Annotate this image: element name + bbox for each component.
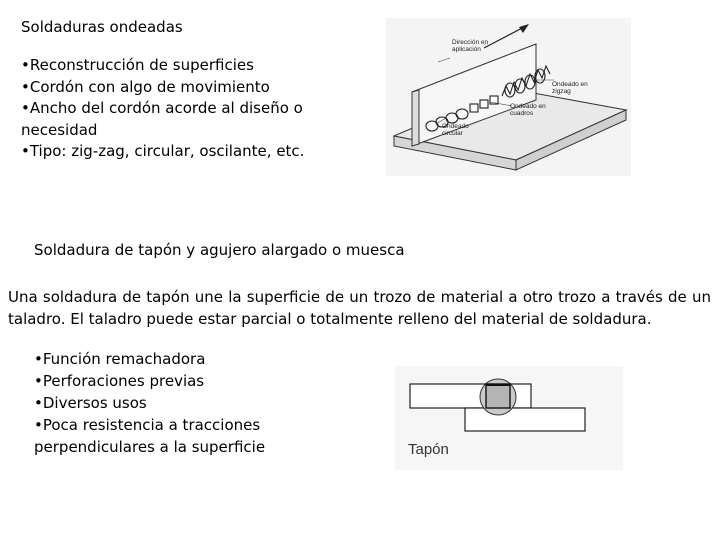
section2-title: Soldadura de tapón y agujero alargado o muesca — [34, 241, 405, 259]
section2-paragraph: Una soldadura de tapón une la superficie de un trozo de material a otro trozo a través de un taladro. El taladro puede estar parcial o totalmente relleno del material de soldadura. — [8, 288, 711, 328]
section1-bullet-list — [21, 55, 321, 163]
label-zigzag-1: Ondeado en — [552, 81, 588, 88]
label-circular-1: Ondeado — [442, 123, 469, 130]
weave-weld-illustration — [386, 18, 631, 176]
list-item: •Diversos usos — [34, 394, 147, 412]
list-item: •Perforaciones previas — [34, 372, 205, 390]
list-item: •Tipo: zig-zag, circular, oscilante, etc. — [21, 142, 305, 160]
label-circular-2: circular — [442, 130, 463, 137]
figure-caption: Tapón — [408, 441, 449, 458]
list-item: •Función remachadora — [34, 350, 206, 368]
plug-weld-diagram — [395, 366, 623, 470]
list-item: •Poca resistencia a tracciones perpendiculares a la superficie — [34, 416, 266, 456]
list-item: •Reconstrucción de superficies — [21, 56, 254, 74]
label-square-2: cuadros — [510, 110, 534, 117]
label-square-1: Ondeado en — [510, 103, 546, 110]
label-zigzag-2: zigzag — [552, 88, 571, 95]
label-direction-2: aplicación — [452, 46, 481, 53]
label-direction-1: Dirección en — [452, 39, 489, 46]
list-item: •Cordón con algo de movimiento — [21, 77, 270, 96]
section1-title: Soldaduras ondeadas — [21, 18, 183, 36]
section2-bullet-list — [34, 348, 384, 458]
list-item: •Ancho del cordón acorde al diseño o necesidad — [21, 99, 303, 139]
